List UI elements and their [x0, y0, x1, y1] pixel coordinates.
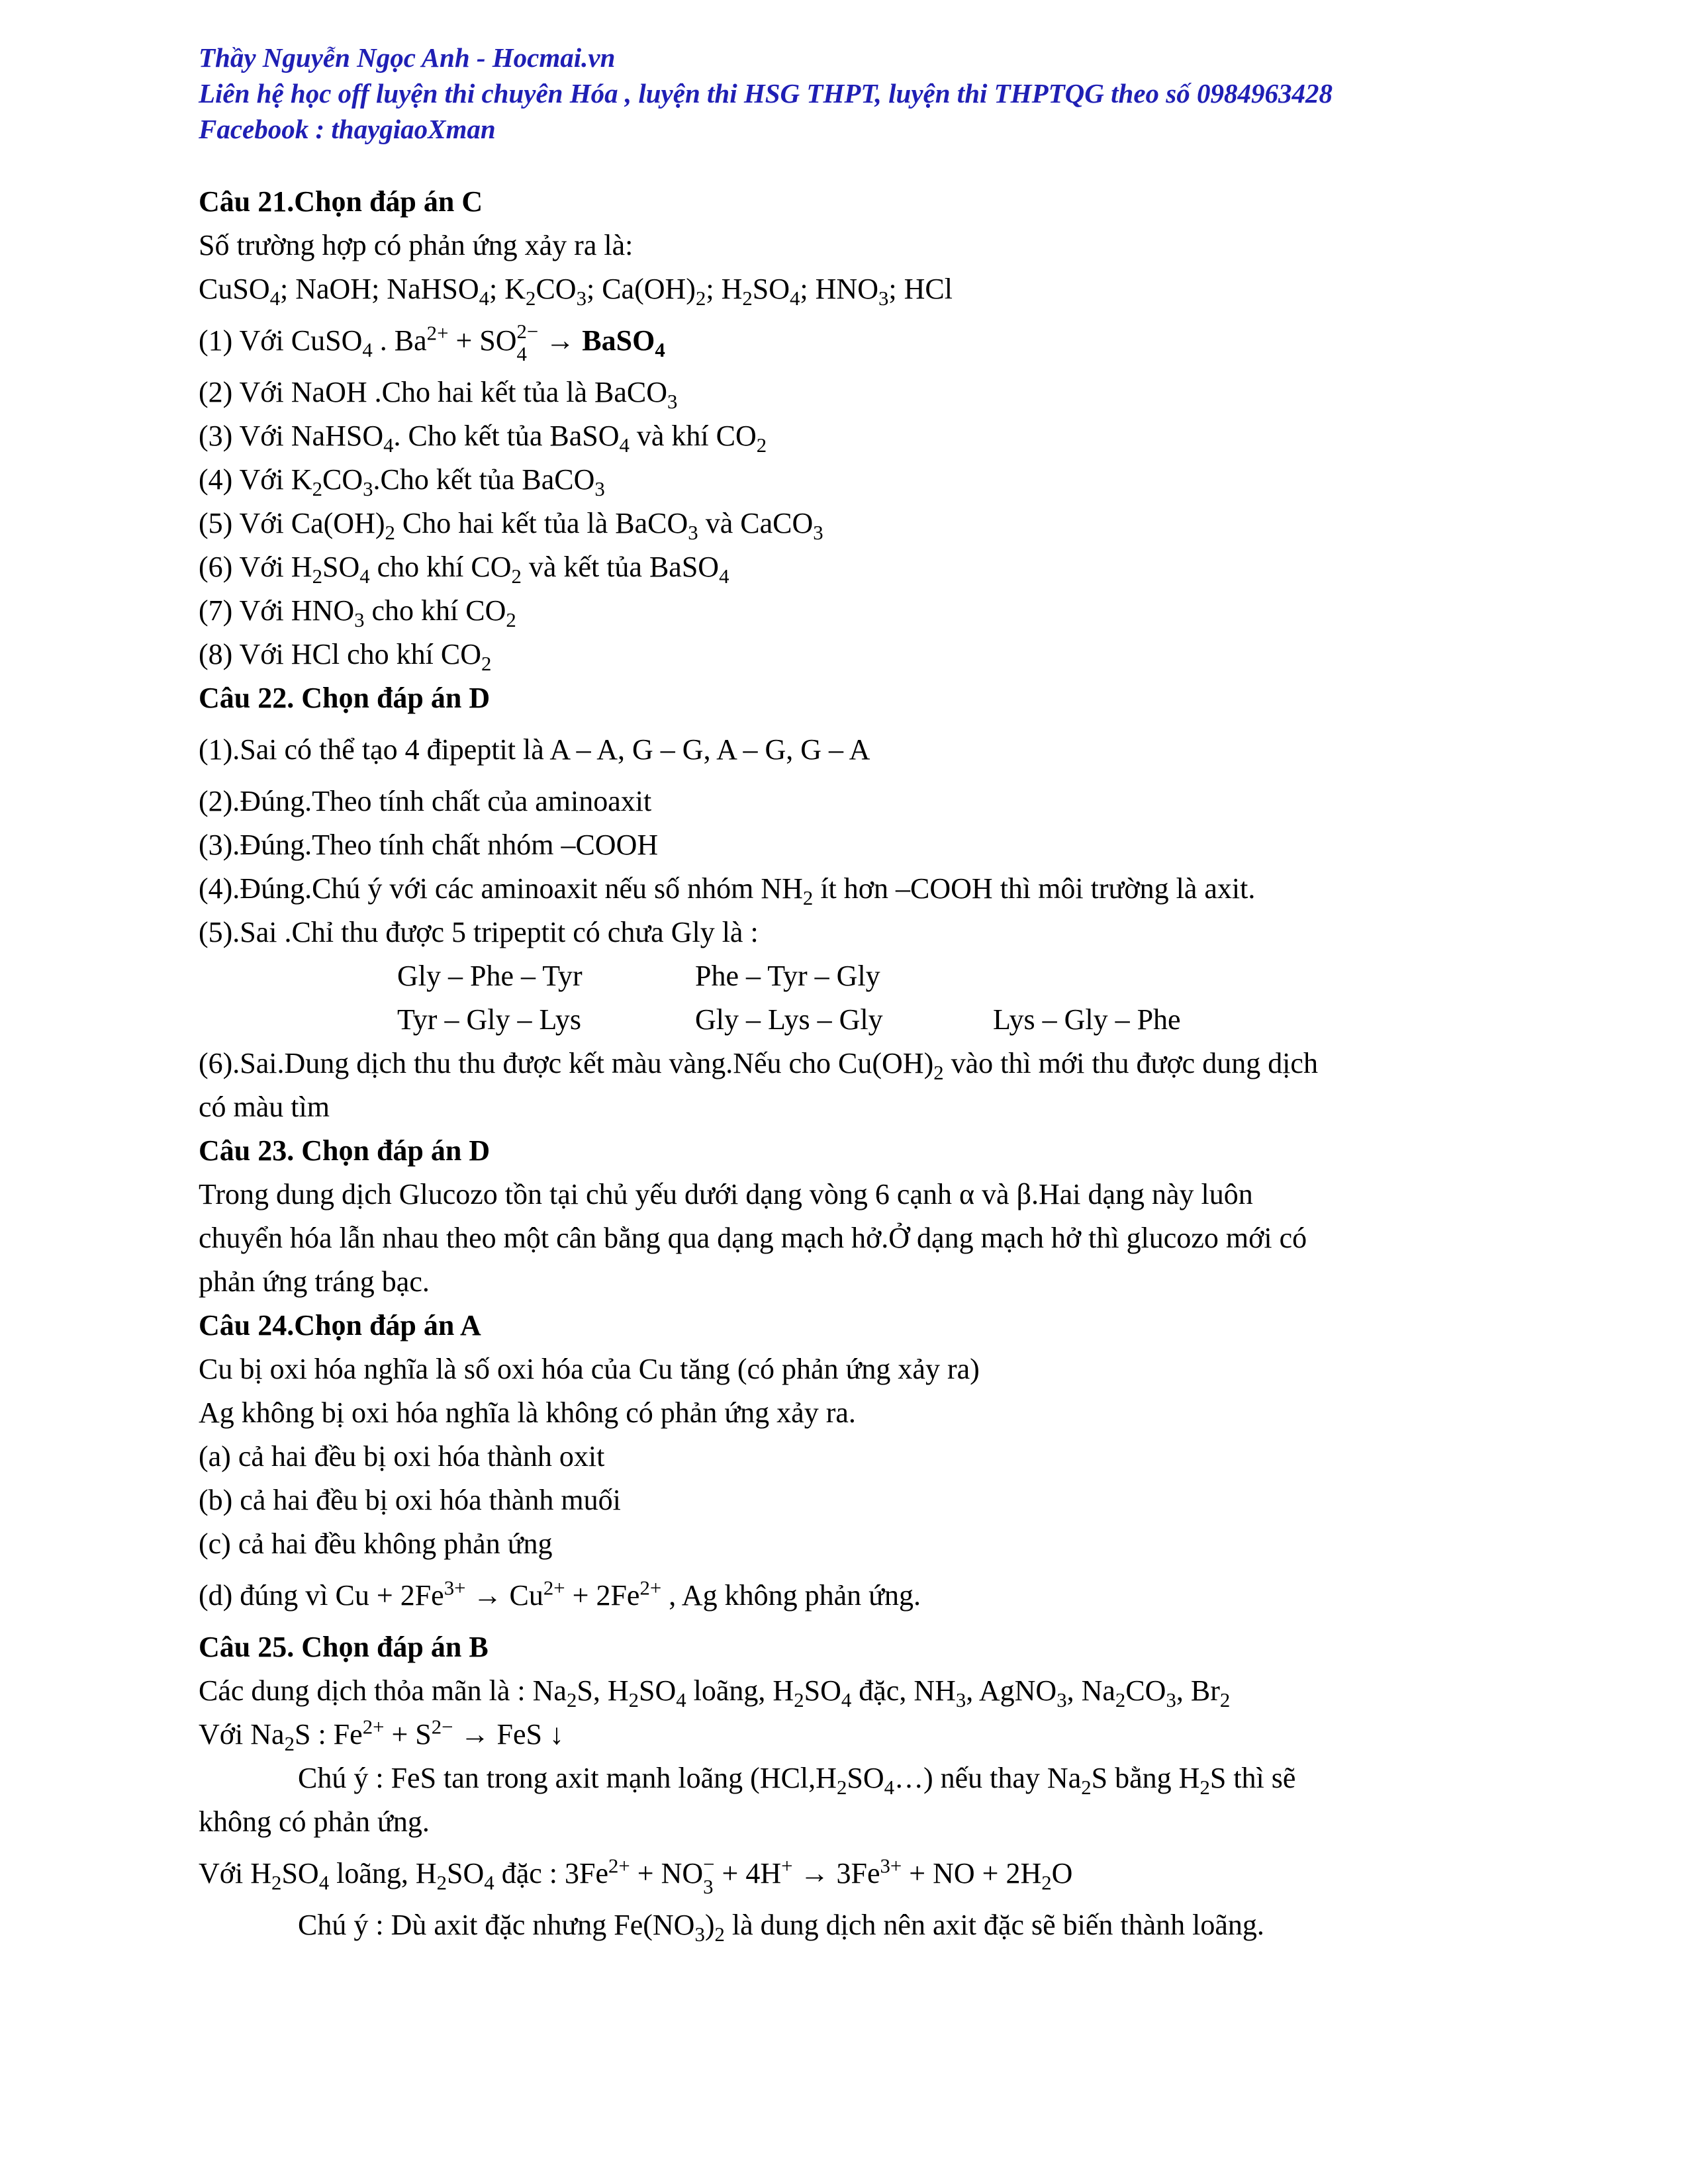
- sub: 2: [511, 565, 522, 588]
- t: ; H: [706, 273, 743, 305]
- t: ; K: [489, 273, 526, 305]
- t: Cho hai kết tủa là BaCO: [395, 507, 688, 539]
- t: . Cho kết tủa BaSO: [393, 420, 620, 452]
- q22-statement-6: [199, 1042, 1489, 1085]
- t: và khí CO: [629, 420, 757, 452]
- sup: +: [781, 1854, 793, 1878]
- q25-line-1: [199, 1669, 1489, 1713]
- q21-item-4: [199, 458, 1489, 502]
- sub: 2: [695, 287, 706, 310]
- t: O: [1051, 1857, 1073, 1889]
- q21-title: Câu 21.Chọn đáp án C: [199, 185, 483, 218]
- sub: 4: [359, 565, 370, 588]
- q23-para-1: Trong dung dịch Glucozo tồn tại chủ yếu dưới dạng vòng 6 cạnh α và β.Hai dạng này luôn: [199, 1178, 1253, 1210]
- sub: 2: [566, 1688, 577, 1711]
- t: ; Ca(OH): [586, 273, 696, 305]
- sub: 3: [667, 390, 678, 413]
- t: , AgNO: [966, 1674, 1057, 1707]
- t: (7) Với HNO: [199, 594, 355, 627]
- q24-option-b: (b) cả hai đều bị oxi hóa thành muối: [199, 1484, 621, 1516]
- tripeptide-row-1: [199, 954, 1489, 998]
- q24-line-1: Cu bị oxi hóa nghĩa là số oxi hóa của Cu tăng (có phản ứng xảy ra): [199, 1353, 980, 1385]
- t: , Br: [1176, 1674, 1220, 1707]
- q21-item-1: [199, 311, 1489, 371]
- sub: 3: [1166, 1688, 1176, 1711]
- t: loãng, H: [686, 1674, 794, 1707]
- sup: 2+: [362, 1715, 385, 1739]
- sub: 3: [878, 287, 889, 310]
- sup: 3+: [444, 1576, 466, 1600]
- t: (6) Với H: [199, 551, 312, 583]
- sub: 4: [619, 433, 630, 457]
- t: + 2Fe: [565, 1579, 640, 1612]
- sub: 3: [1056, 1688, 1067, 1711]
- tripeptide: Phe – Tyr – Gly: [695, 960, 880, 992]
- t: …) nếu thay Na: [894, 1762, 1082, 1794]
- sub: 4: [516, 342, 527, 365]
- q24-option-c: (c) cả hai đều không phản ứng: [199, 1527, 553, 1560]
- t: .: [372, 324, 395, 357]
- t: (5) Với Ca(OH): [199, 507, 385, 539]
- tripeptide-row-2: [199, 998, 1489, 1042]
- t: ; HNO: [800, 273, 878, 305]
- stacked-index: [517, 321, 539, 366]
- sub: 3: [354, 608, 365, 631]
- tripeptide: Tyr – Gly – Lys: [397, 1003, 582, 1036]
- stacked-index: [703, 1854, 714, 1899]
- t: S bằng H: [1091, 1762, 1200, 1794]
- sub: 2: [312, 565, 322, 588]
- sub: 4: [479, 287, 490, 310]
- sub: 2: [312, 477, 322, 500]
- t: Với H: [199, 1857, 272, 1889]
- q23-para-2: chuyển hóa lẫn nhau theo một cân bằng qua dạng mạch hở.Ở dạng mạch hở thì glucozo mới có: [199, 1222, 1307, 1254]
- sub: 3: [688, 521, 698, 544]
- t: (4).Đúng.Chú ý với các aminoaxit nếu số nhóm NH: [199, 872, 803, 905]
- sub: 4: [841, 1688, 852, 1711]
- t: CO: [1125, 1674, 1166, 1707]
- sub: 2: [284, 1732, 295, 1755]
- sub: 4: [362, 338, 373, 361]
- sub: 3: [955, 1688, 966, 1711]
- q23-title: Câu 23. Chọn đáp án D: [199, 1134, 491, 1167]
- sub: 4: [269, 287, 280, 310]
- t: (4) Với K: [199, 463, 312, 496]
- sup: 2−: [516, 320, 539, 343]
- t: Chú ý : FeS tan trong axit mạnh loãng (HCl,H: [298, 1762, 837, 1794]
- q21-item-5: [199, 502, 1489, 545]
- t: CO: [322, 463, 363, 496]
- sub: 3: [576, 287, 586, 310]
- sup: 2+: [426, 322, 449, 345]
- t: (3) Với NaHSO: [199, 420, 384, 452]
- q25-note-1: [199, 1756, 1489, 1800]
- tripeptide: Lys – Gly – Phe: [993, 1003, 1181, 1036]
- t: + 4H: [714, 1857, 782, 1889]
- q24-option-a: (a) cả hai đều bị oxi hóa thành oxit: [199, 1440, 605, 1473]
- q25-note-1-cont: không có phản ứng.: [199, 1805, 430, 1838]
- sub: 2: [802, 886, 814, 909]
- t: SO: [639, 1674, 677, 1707]
- sup: 2+: [608, 1854, 630, 1878]
- sup: 3+: [880, 1854, 902, 1878]
- sub: 3: [363, 477, 373, 500]
- sub: 2: [714, 1923, 725, 1946]
- q22-statement-6-cont: có màu tìm: [199, 1091, 330, 1123]
- t: SO: [752, 273, 790, 305]
- t: ): [704, 1909, 715, 1941]
- sup: 2−: [431, 1715, 453, 1739]
- sub: 3: [813, 521, 823, 544]
- sub: 2: [271, 1871, 282, 1894]
- t: S : Fe: [294, 1718, 363, 1751]
- formula-product: → BaSO: [538, 324, 655, 357]
- q25-title: Câu 25. Chọn đáp án B: [199, 1631, 489, 1663]
- t: → Cu: [465, 1579, 543, 1612]
- t: ; NaOH; NaHSO: [280, 273, 479, 305]
- sub: 4: [790, 287, 800, 310]
- t: cho khí CO: [364, 594, 506, 627]
- sub: 2: [1199, 1776, 1210, 1799]
- t: Các dung dịch thỏa mãn là : Na: [199, 1674, 567, 1707]
- tripeptide: [993, 954, 1225, 998]
- sup: 2+: [639, 1576, 662, 1600]
- q21-item-7: [199, 589, 1489, 633]
- t: (1) Với CuSO: [199, 324, 363, 357]
- q24-option-d: [199, 1566, 1489, 1625]
- t: (2) Với NaOH .Cho hai kết tủa là BaCO: [199, 376, 667, 408]
- sub: 2: [756, 433, 767, 457]
- sub: 2: [506, 608, 516, 631]
- sub: 2: [933, 1061, 944, 1084]
- t: SO: [322, 551, 360, 583]
- formula: Ba: [394, 324, 427, 357]
- q21-item-3: [199, 414, 1489, 458]
- t: Chú ý : Dù axit đặc nhưng Fe(NO: [298, 1909, 695, 1941]
- sub: 3: [694, 1923, 705, 1946]
- tripeptide: Gly – Lys – Gly: [695, 1003, 883, 1036]
- sub: 2: [1041, 1871, 1052, 1894]
- q21-item-2: [199, 371, 1489, 414]
- sup: −: [703, 1853, 715, 1876]
- sub: 2: [1115, 1688, 1126, 1711]
- sub: 2: [436, 1871, 447, 1894]
- t: (8) Với HCl cho khí CO: [199, 638, 482, 670]
- sub: 2: [794, 1688, 804, 1711]
- q22-statement-3: (3).Đúng.Theo tính chất nhóm –COOH: [199, 829, 659, 861]
- header-author: Thầy Nguyễn Ngọc Anh - Hocmai.vn: [199, 42, 616, 73]
- t: + NO + 2H: [902, 1857, 1042, 1889]
- t: SO: [847, 1762, 884, 1794]
- q24-title: Câu 24.Chọn đáp án A: [199, 1309, 481, 1342]
- q21-item-6: [199, 545, 1489, 589]
- header-facebook: Facebook : thaygiaoXman: [199, 114, 496, 144]
- sub: 4: [484, 1871, 494, 1894]
- sub: 2: [385, 521, 395, 544]
- t: + S: [384, 1718, 432, 1751]
- t: đặc, NH: [851, 1674, 956, 1707]
- t: CuSO: [199, 273, 270, 305]
- t: SO: [804, 1674, 841, 1707]
- t: , Na: [1066, 1674, 1115, 1707]
- q22-statement-1: (1).Sai có thể tạo 4 đipeptit là A – A, G – G, A – G, G – A: [199, 733, 870, 766]
- tripeptide: Gly – Phe – Tyr: [397, 960, 583, 992]
- sub: 2: [1081, 1776, 1092, 1799]
- header-contact: Liên hệ học off luyện thi chuyên Hóa , luyện thi HSG THPT, luyện thi THPTQG theo số 0984963428: [199, 78, 1333, 109]
- sub: 4: [884, 1776, 894, 1799]
- sub: 2: [1219, 1688, 1231, 1711]
- sub: 4: [655, 338, 665, 361]
- t: CO: [536, 273, 577, 305]
- header: [199, 40, 1489, 147]
- t: đặc : 3Fe: [494, 1857, 608, 1889]
- t: S thì sẽ: [1209, 1762, 1296, 1794]
- t: là dung dịch nên axit đặc sẽ biến thành loãng.: [724, 1909, 1264, 1941]
- sub: 3: [703, 1875, 714, 1898]
- t: → FeS ↓: [453, 1718, 565, 1751]
- sub: 4: [719, 565, 729, 588]
- sup: 2+: [543, 1576, 565, 1600]
- t: cho khí CO: [369, 551, 512, 583]
- t: ít hơn –COOH thì môi trường là axit.: [813, 872, 1256, 905]
- sub: 2: [481, 652, 492, 675]
- t: (d) đúng vì Cu + 2Fe: [199, 1579, 444, 1612]
- sub: 2: [742, 287, 753, 310]
- formula: + SO: [448, 324, 517, 357]
- t: .Cho kết tủa BaCO: [373, 463, 595, 496]
- t: ; HCl: [888, 273, 953, 305]
- sub: 3: [594, 477, 605, 500]
- q21-item-8: [199, 633, 1489, 676]
- t: → 3Fe: [792, 1857, 880, 1889]
- q21-intro: Số trường hợp có phản ứng xảy ra là:: [199, 229, 633, 261]
- t: S, H: [577, 1674, 629, 1707]
- t: và kết tủa BaSO: [521, 551, 720, 583]
- t: vào thì mới thu được dung dịch: [943, 1047, 1318, 1079]
- q25-line-2: [199, 1713, 1489, 1756]
- q24-line-2: Ag không bị oxi hóa nghĩa là không có phản ứng xảy ra.: [199, 1396, 856, 1429]
- sub: 2: [526, 287, 536, 310]
- q22-statement-5: (5).Sai .Chỉ thu được 5 tripeptit có chưa Gly là :: [199, 916, 759, 948]
- q21-list: [199, 267, 1489, 311]
- document-page: [199, 40, 1489, 1947]
- t: (6).Sai.Dung dịch thu thu được kết màu vàng.Nếu cho Cu(OH): [199, 1047, 934, 1079]
- content: [199, 180, 1489, 1947]
- q22-statement-2: (2).Đúng.Theo tính chất của aminoaxit: [199, 785, 652, 817]
- t: loãng, H: [329, 1857, 437, 1889]
- q23-para-3: phản ứng tráng bạc.: [199, 1265, 430, 1298]
- sub: 4: [676, 1688, 686, 1711]
- t: và CaCO: [698, 507, 814, 539]
- q25-note-2: [199, 1903, 1489, 1947]
- t: Với Na: [199, 1718, 285, 1751]
- sub: 4: [318, 1871, 330, 1894]
- q25-line-3: [199, 1844, 1489, 1903]
- t: SO: [281, 1857, 319, 1889]
- q22-statement-4: [199, 867, 1489, 911]
- q22-title: Câu 22. Chọn đáp án D: [199, 682, 491, 714]
- sub: 4: [383, 433, 394, 457]
- sub: 2: [628, 1688, 639, 1711]
- t: , Ag không phản ứng.: [661, 1579, 921, 1612]
- t: + NO: [630, 1857, 704, 1889]
- t: SO: [447, 1857, 485, 1889]
- sub: 2: [836, 1776, 847, 1799]
